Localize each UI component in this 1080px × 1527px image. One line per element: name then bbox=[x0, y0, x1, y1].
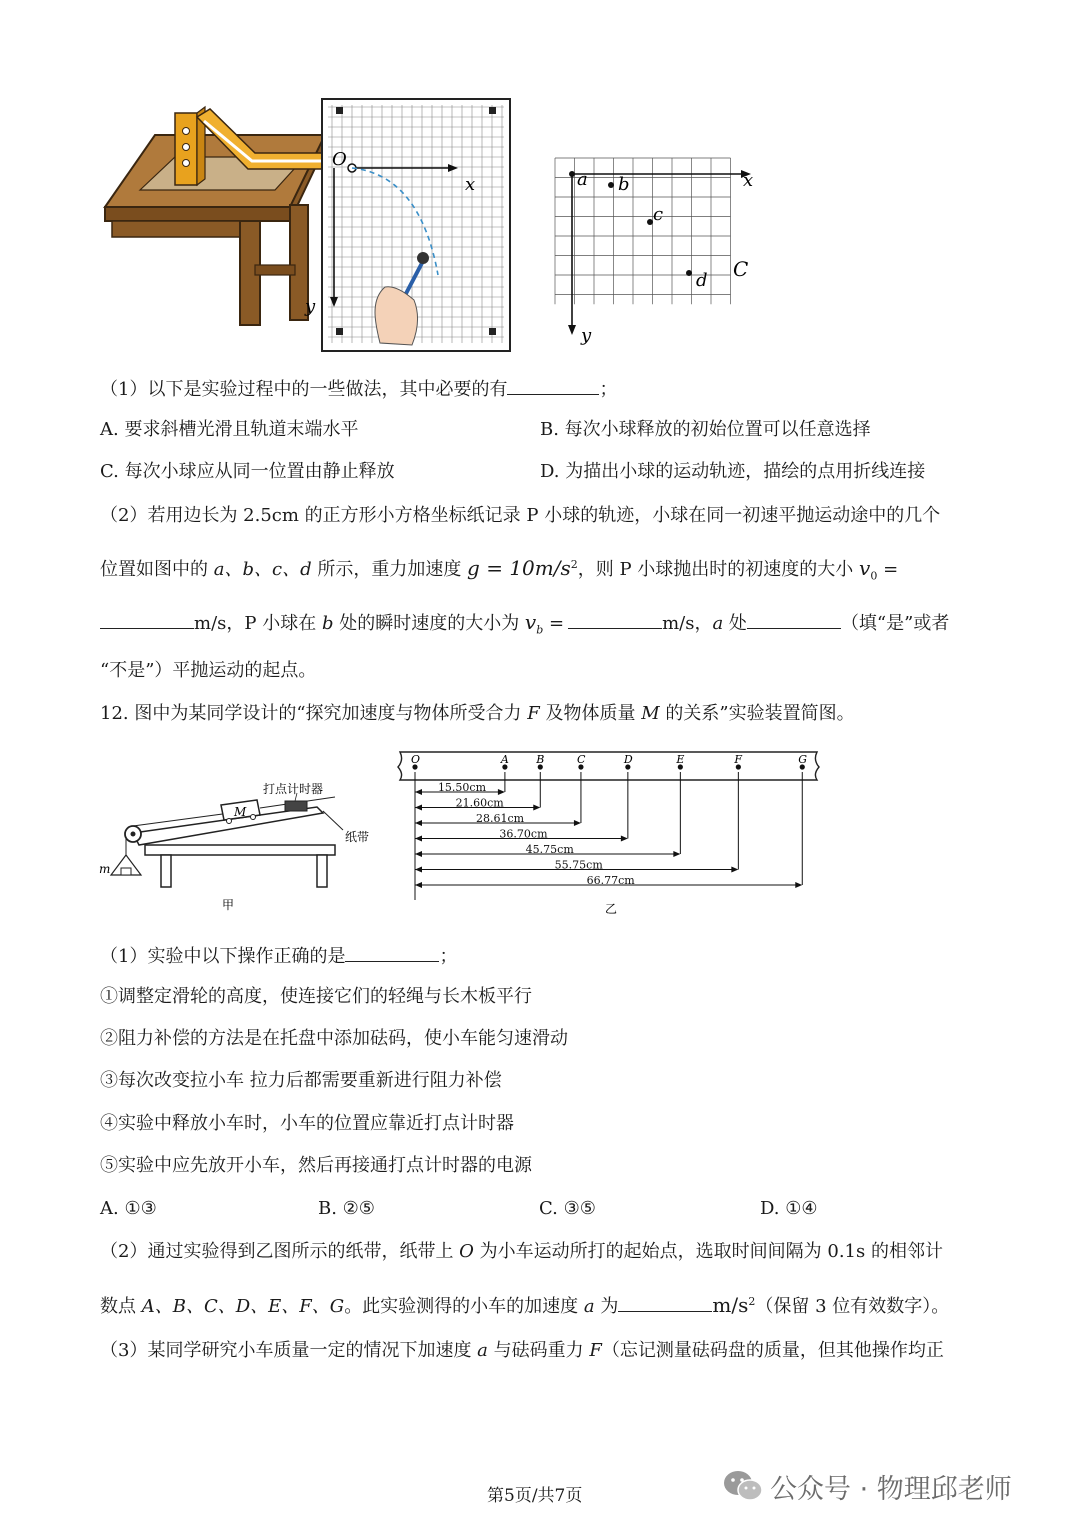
q12-part1-text: （1）实验中以下操作正确的是 bbox=[100, 946, 346, 967]
q12-part3 bbox=[100, 1339, 944, 1363]
distance-label: 21.60cm bbox=[455, 796, 504, 810]
y-axis-label: y bbox=[581, 325, 592, 346]
equals: = bbox=[543, 613, 565, 634]
paper-tape-figure-yi bbox=[395, 748, 830, 918]
label-c: c bbox=[653, 204, 664, 225]
distance-label: 15.50cm bbox=[437, 781, 487, 794]
text: 的关系”实验装置简图。 bbox=[659, 703, 855, 724]
acceleration-blank bbox=[618, 1293, 712, 1312]
label-b: b bbox=[618, 174, 630, 195]
text: （忘记测量砝码盘的质量，但其他操作均正 bbox=[601, 1340, 944, 1361]
figure-caption-yi: 乙 bbox=[605, 902, 618, 916]
projectile-apparatus-figure bbox=[100, 95, 520, 357]
equals: = bbox=[877, 559, 899, 580]
point-letters: a、b、c、d bbox=[213, 559, 312, 580]
q11-part1-blank bbox=[507, 376, 599, 395]
q11-part2-line4: “不是”）平抛运动的起点。 bbox=[100, 660, 317, 681]
text: 与砝码重力 bbox=[487, 1340, 590, 1361]
tape-point-label-D: D bbox=[623, 753, 633, 766]
text: （3）某同学研究小车质量一定的情况下加速度 bbox=[100, 1340, 478, 1361]
q12-option-d: D. ①④ bbox=[760, 1198, 818, 1219]
tape-point-label-B: B bbox=[536, 753, 545, 766]
q11-part2-line3: m/s，P 小球在 b 处的瞬时速度的大小为 $v_b = m/s$，a 处 （填“是”或者 bbox=[100, 610, 949, 643]
page-number: 第5页/共7页 bbox=[487, 1486, 583, 1506]
point-b bbox=[608, 182, 614, 188]
figure-caption-jia: 甲 bbox=[222, 898, 235, 912]
tape-point-label-F: F bbox=[734, 753, 742, 766]
gravity-value: g = 10m/s bbox=[467, 556, 571, 580]
tape-strip bbox=[398, 752, 819, 780]
accel-symbol: a bbox=[477, 1340, 488, 1361]
q11-option-b: B. 每次小球释放的初始位置可以任意选择 bbox=[540, 419, 871, 440]
mass-symbol: M bbox=[641, 703, 660, 724]
q12-statement-5: ⑤实验中应先放开小车，然后再接通打点计时器的电源 bbox=[100, 1155, 532, 1176]
hanging-mass-label: m bbox=[99, 862, 111, 876]
start-point-blank bbox=[747, 610, 841, 629]
x-axis-label: x bbox=[743, 170, 754, 191]
distance-label: 36.70cm bbox=[499, 827, 548, 841]
count-points: A、B、C、D、E、F、G bbox=[141, 1296, 345, 1317]
q12-option-c: C. ③⑤ bbox=[539, 1198, 596, 1219]
origin-symbol: O bbox=[459, 1241, 474, 1262]
q12-part1 bbox=[100, 943, 457, 969]
text: 12. 图中为某同学设计的“探究加速度与物体所受合力 bbox=[100, 703, 528, 724]
q12-statement-3: ③每次改变拉小车 拉力后都需要重新进行阻力补偿 bbox=[100, 1070, 502, 1091]
q12-statement-1: ①调整定滑轮的高度，使连接它们的轻绳与长木板平行 bbox=[100, 986, 532, 1007]
tape-point-label-A: A bbox=[500, 753, 509, 766]
q12-part2-line2: 数点 A、B、C、D、E、F、G。此实验测得的小车的加速度 a 为 $m/s^2$（保留 3 位有效数字）。 bbox=[100, 1293, 950, 1317]
point-b-ref: b bbox=[321, 613, 334, 634]
q12-title bbox=[100, 702, 855, 726]
text: （2）通过实验得到乙图所示的纸带，纸带上 bbox=[100, 1241, 460, 1262]
text: 数点 bbox=[100, 1296, 142, 1317]
tape-point-label-G: G bbox=[798, 753, 808, 766]
distance-label: 28.61cm bbox=[475, 812, 525, 825]
ball bbox=[417, 252, 429, 264]
text: m/s， bbox=[662, 613, 713, 634]
text: （填“是”或者 bbox=[840, 613, 950, 634]
label-a: a bbox=[577, 169, 588, 190]
text: 处的瞬时速度的大小为 bbox=[333, 613, 525, 634]
distance-label: 55.75cm bbox=[554, 858, 603, 872]
watermark-text: 公众号 · 物理邱老师 bbox=[770, 1474, 1012, 1505]
text: ，则 P 小球抛出时的初速度的大小 bbox=[577, 559, 860, 580]
text: 所示，重力加速度 bbox=[311, 559, 468, 580]
q11-part1-text: （1）以下是实验过程中的一些做法，其中必要的有 bbox=[100, 379, 508, 400]
label-d: d bbox=[696, 270, 708, 291]
wechat-icon bbox=[722, 1468, 764, 1508]
text: 处 bbox=[723, 613, 747, 634]
q11-option-d: D. 为描出小球的运动轨迹，描绘的点用折线连接 bbox=[540, 461, 926, 482]
text: 为小车运动所打的起始点，选取时间间隔为 0.1s 的相邻计 bbox=[473, 1241, 943, 1262]
text: m/s，P 小球在 bbox=[194, 613, 322, 634]
distance-label: 45.75cm bbox=[525, 843, 574, 856]
q11-option-c: C. 每次小球应从同一位置由静止释放 bbox=[100, 461, 395, 482]
x-axis-label: x bbox=[465, 174, 476, 195]
tape-point-label-O: O bbox=[411, 753, 421, 766]
origin-label: O bbox=[332, 149, 347, 170]
q11-part2-line1: （2）若用边长为 2.5cm 的正方形小方格坐标纸记录 P 小球的轨迹，小球在同一初速平抛运动途中的几个 bbox=[100, 505, 941, 526]
trajectory-grid-figure bbox=[545, 148, 770, 348]
v0-blank bbox=[100, 610, 194, 629]
q11-part1-suffix: ； bbox=[599, 379, 618, 400]
vb-blank bbox=[568, 610, 662, 629]
point-a-ref: a bbox=[712, 613, 724, 634]
tape-label: 纸带 bbox=[345, 830, 370, 844]
vb-symbol: v bbox=[524, 610, 537, 634]
text: （保留 3 位有效数字）。 bbox=[755, 1296, 950, 1317]
q12-part1-suffix: ； bbox=[439, 946, 458, 967]
accel-symbol: a bbox=[583, 1296, 595, 1317]
cart-apparatus-figure-jia bbox=[95, 775, 385, 915]
tape-point-label-C: C bbox=[576, 753, 586, 766]
timer-label: 打点计时器 bbox=[263, 782, 324, 796]
q12-option-a: A. ①③ bbox=[100, 1198, 157, 1219]
q11-part1 bbox=[100, 376, 617, 402]
point-a bbox=[569, 171, 575, 177]
text: 为 bbox=[594, 1296, 619, 1317]
force-symbol: F bbox=[589, 1340, 602, 1361]
q12-part1-blank bbox=[345, 943, 439, 962]
v0-symbol: v bbox=[859, 556, 871, 580]
q12-statement-2: ②阻力补偿的方法是在托盘中添加砝码，使小车能匀速滑动 bbox=[100, 1028, 568, 1049]
q11-part2-line2: 位置如图中的 a、b、c、d 所示，重力加速度 $g = 10m/s^2$，则 P 小球抛出时的初速度的大小 $v_0$ = bbox=[100, 556, 899, 583]
q11-option-a: A. 要求斜槽光滑且轨道末端水平 bbox=[100, 419, 359, 440]
y-axis-label: y bbox=[305, 296, 316, 317]
timer-device bbox=[285, 801, 307, 811]
text: 位置如图中的 bbox=[100, 559, 214, 580]
text: 。此实验测得的小车的加速度 bbox=[344, 1296, 584, 1317]
q12-option-b: B. ②⑤ bbox=[318, 1198, 375, 1219]
unit: m/s bbox=[712, 1293, 749, 1317]
figure-label-C: C bbox=[733, 257, 749, 281]
distance-label: 66.77cm bbox=[586, 874, 635, 887]
force-symbol: F bbox=[527, 703, 540, 724]
text: 及物体质量 bbox=[539, 703, 642, 724]
q12-statement-4: ④实验中释放小车时，小车的位置应靠近打点计时器 bbox=[100, 1113, 514, 1134]
point-d bbox=[686, 270, 692, 276]
q12-part2-line1 bbox=[100, 1240, 943, 1264]
cart-mass-label: M bbox=[234, 805, 247, 819]
tape-point-label-E: E bbox=[676, 753, 685, 766]
